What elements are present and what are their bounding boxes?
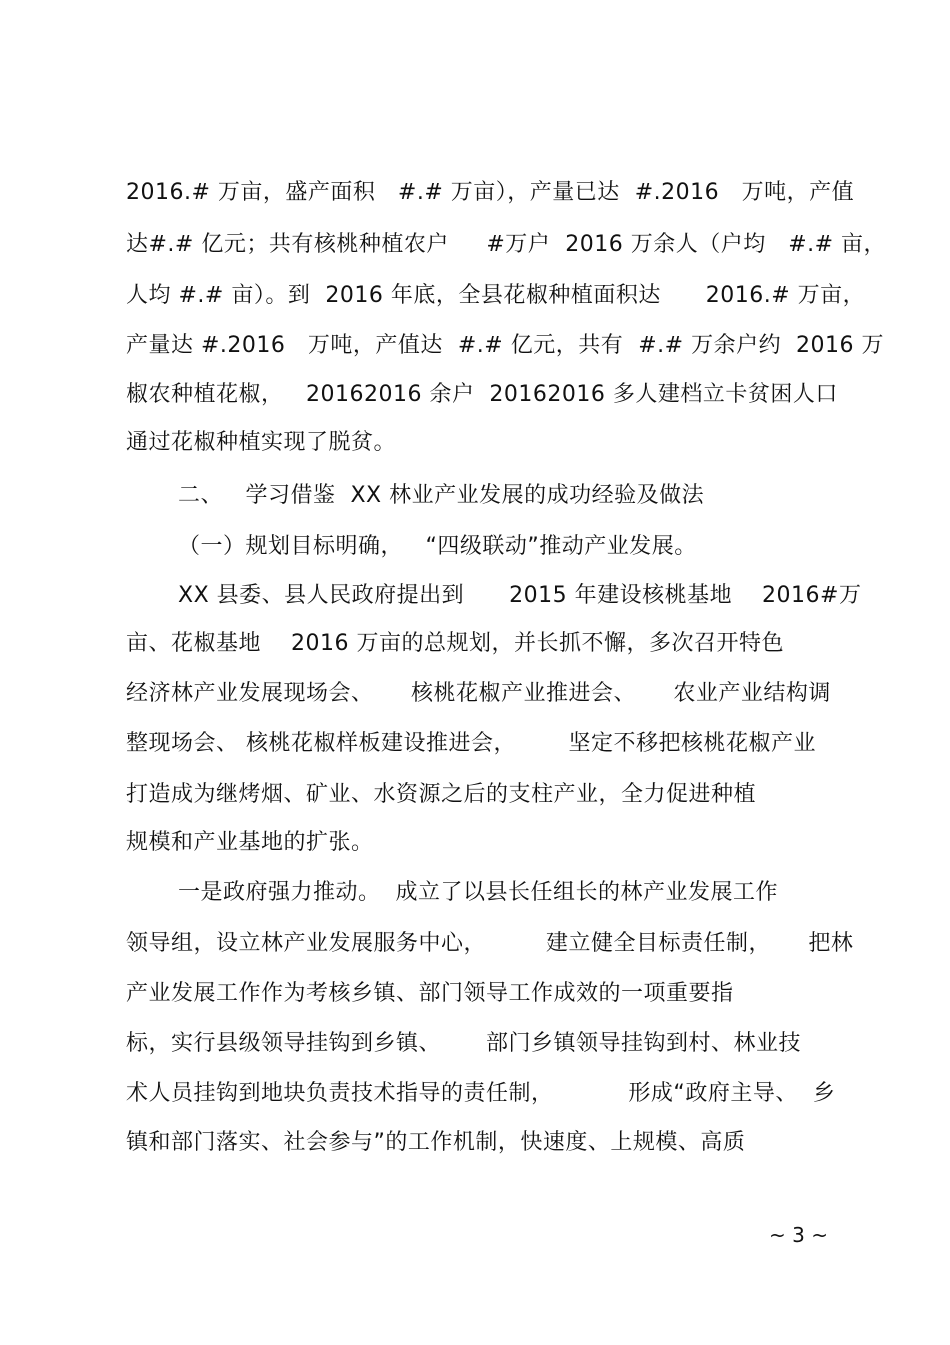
subsection-heading: （一）规划目标明确， “四级联动”推动产业发展。 (178, 534, 697, 559)
body-text-line: 规模和产业基地的扩张。 (126, 830, 374, 855)
body-text-line: 领导组，设立林产业发展服务中心， 建立健全目标责任制， 把林 (126, 931, 854, 956)
body-text-line: 通过花椒种植实现了脱贫。 (126, 430, 397, 455)
body-text-line: 镇和部门落实、社会参与”的工作机制，快速度、上规模、高质 (126, 1130, 746, 1155)
body-text-line: 一是政府强力推动。 成立了以县长任组长的林产业发展工作 (178, 880, 778, 905)
body-text-line: 产业发展工作作为考核乡镇、部门领导工作成效的一项重要指 (126, 981, 734, 1006)
body-text-line: XX 县委、县人民政府提出到 2015 年建设核桃基地 2016#万 (178, 583, 862, 608)
page-number: ~ 3 ~ (769, 1223, 828, 1247)
body-text-line: 术人员挂钩到地块负责技术指导的责任制， 形成“政府主导、 乡 (126, 1081, 836, 1106)
body-text-line: 经济林产业发展现场会、 核桃花椒产业推进会、 农业产业结构调 (126, 681, 831, 706)
section-heading: 二、 学习借鉴 XX 林业产业发展的成功经验及做法 (178, 483, 705, 508)
body-text-line: 打造成为继烤烟、矿业、水资源之后的支柱产业，全力促进种植 (126, 782, 757, 807)
body-text-line: 标，实行县级领导挂钩到乡镇、 部门乡镇领导挂钩到村、林业技 (126, 1031, 801, 1056)
body-text-line: 整现场会、 核桃花椒样板建设推进会， 坚定不移把核桃花椒产业 (126, 731, 816, 756)
body-text-line: 椒农种植花椒， 20162016 余户 20162016 多人建档立卡贫困人口 (126, 382, 838, 407)
body-text-line: 达#.# 亿元；共有核桃种植农户 #万户 2016 万余人（户均 #.# 亩， (126, 232, 887, 257)
body-text-line: 2016.# 万亩，盛产面积 #.# 万亩），产量已达 #.2016 万吨，产值 (126, 180, 855, 205)
body-text-line: 亩、花椒基地 2016 万亩的总规划，并长抓不懈，多次召开特色 (126, 631, 784, 656)
body-text-line: 产量达 #.2016 万吨，产值达 #.# 亿元，共有 #.# 万余户约 2016 万 (126, 333, 885, 358)
body-text-line: 人均 #.# 亩）。到 2016 年底，全县花椒种植面积达 2016.# 万亩， (126, 283, 866, 308)
